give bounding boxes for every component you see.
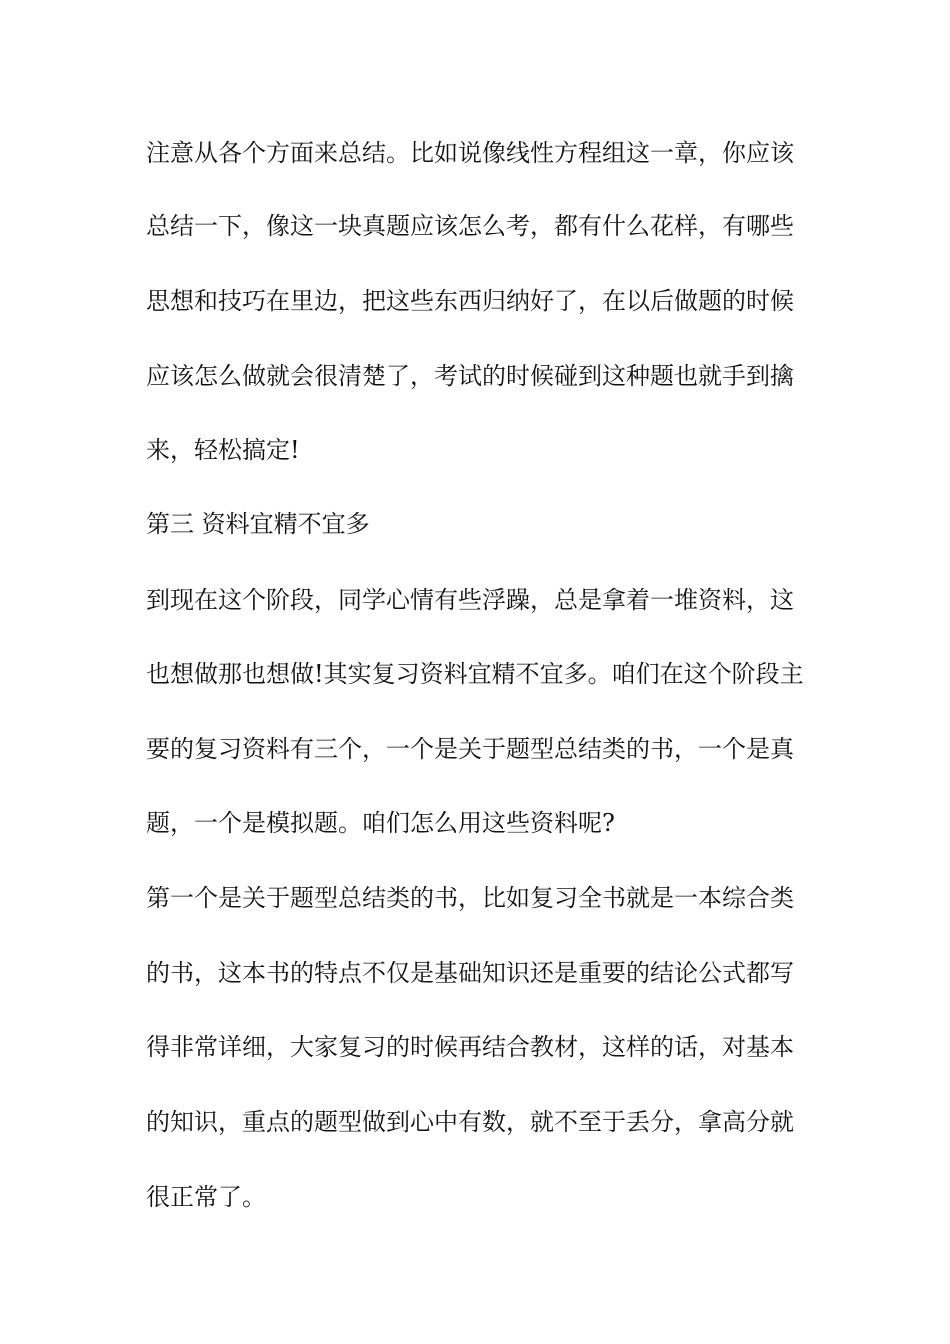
paragraph-line: 注意从各个方面来总结。比如说像线性方程组这一章，你应该 [146,139,794,167]
paragraph-line: 很正常了。 [146,1183,266,1211]
paragraph-line: 来，轻松搞定! [146,436,300,464]
paragraph-line: 第一个是关于题型总结类的书，比如复习全书就是一本综合类 [146,884,794,912]
section-heading: 第三 资料宜精不宜多 [146,510,370,538]
paragraph-line: 应该怎么做就会很清楚了，考试的时候碰到这种题也就手到擒 [146,362,794,390]
paragraph-line: 思想和技巧在里边，把这些东西归纳好了，在以后做题的时候 [146,287,794,315]
paragraph-line: 的书，这本书的特点不仅是基础知识还是重要的结论公式都写 [146,959,794,987]
paragraph-line: 到现在这个阶段，同学心情有些浮躁，总是拿着一堆资料，这 [146,586,794,614]
paragraph-line: 也想做那也想做!其实复习资料宜精不宜多。咱们在这个阶段主 [146,660,804,688]
paragraph-line: 总结一下，像这一块真题应该怎么考，都有什么花样，有哪些 [146,212,794,240]
paragraph-line: 的知识，重点的题型做到心中有数，就不至于丢分，拿高分就 [146,1108,794,1136]
paragraph-line: 得非常详细，大家复习的时候再结合教材，这样的话，对基本 [146,1033,794,1061]
paragraph-line: 要的复习资料有三个，一个是关于题型总结类的书，一个是真 [146,735,794,763]
paragraph-line: 题，一个是模拟题。咱们怎么用这些资料呢? [146,809,615,837]
